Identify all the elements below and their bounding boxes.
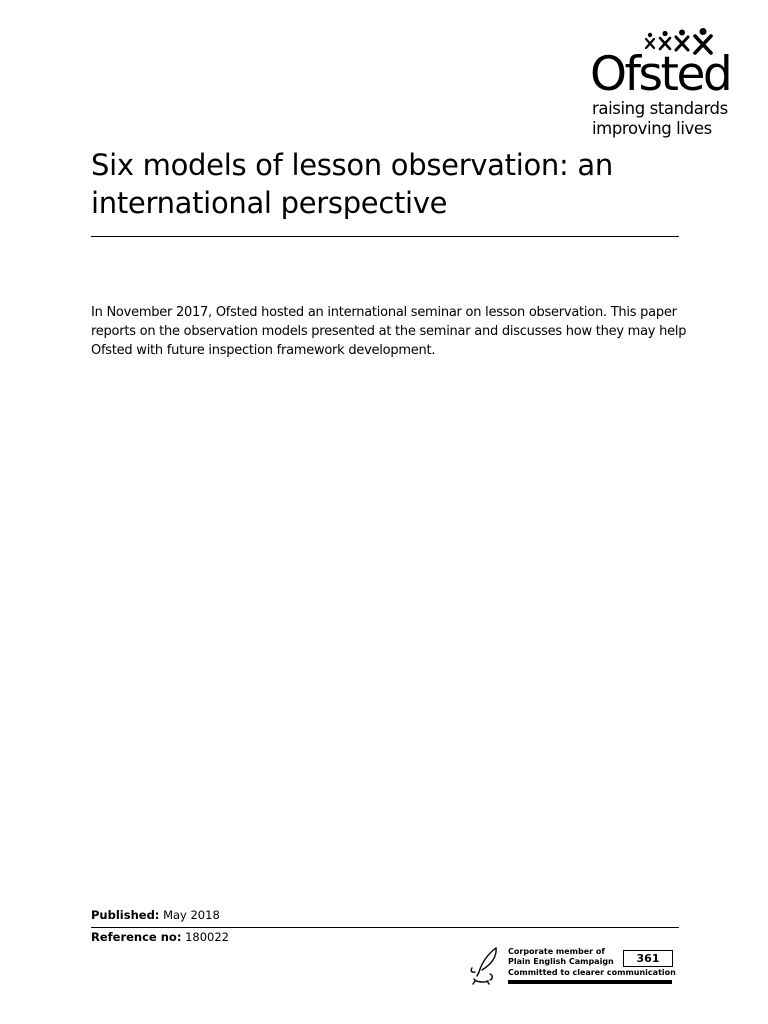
reference-info: [91, 930, 229, 945]
pec-line2: Plain English Campaign: [508, 957, 614, 966]
title-divider: [91, 236, 679, 237]
logo-tagline-line2: improving lives: [592, 119, 712, 138]
pec-underline-bar: [508, 980, 672, 984]
quill-pen-icon: [466, 946, 504, 986]
document-summary: In November 2017, Ofsted hosted an international seminar on lesson observation. This paper reports on the observation models presented at the seminar and discusses how they may help Ofsted with future inspection framework development.: [91, 305, 687, 358]
logo-tagline-line1: raising standards: [592, 99, 728, 118]
meta-divider: [91, 927, 679, 928]
pec-line1: Corporate member of: [508, 947, 605, 956]
ofsted-logo: [590, 28, 740, 138]
pec-line3: Committed to clearer communication: [508, 968, 676, 977]
published-label: Published:: [91, 908, 160, 922]
reference-value: 180022: [185, 930, 229, 944]
reference-label: Reference no:: [91, 930, 182, 944]
logo-wordmark: Ofsted: [590, 47, 731, 102]
plain-english-campaign-mark: [462, 944, 682, 992]
published-value: May 2018: [163, 908, 220, 922]
pec-member-number: 361: [623, 950, 673, 967]
document-title: Six models of lesson observation: an international perspective: [91, 148, 613, 220]
published-info: [91, 908, 220, 923]
